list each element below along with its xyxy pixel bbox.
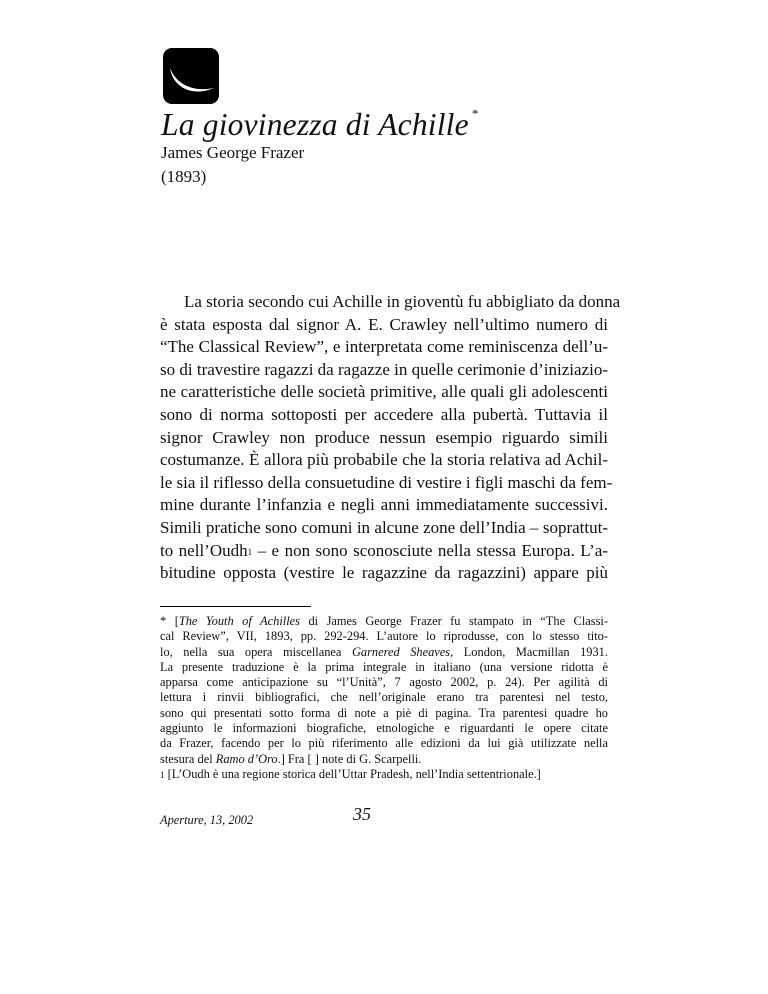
title-note-marker: *: [471, 105, 479, 121]
body-line: sono di norma sottoposti per accedere alla pubertà. Tuttavia il: [160, 404, 608, 424]
footnote-line: apparsa come anticipazione su “l’Unità”, 7 agosto 2002, p. 24). Per agilità di: [160, 675, 608, 690]
author-name: James George Frazer: [161, 143, 305, 162]
body-line: mine durante l’infanzia e negli anni immediatamente successivi.: [160, 495, 608, 515]
journal-logo: [163, 48, 219, 104]
footnote-line: lettura i rinvii bibliografici, che nell’originale erano tra parentesi nel testo,: [160, 690, 608, 705]
note-italic-title: Ramo d’Oro: [215, 751, 278, 766]
publication-year: (1893): [161, 167, 207, 186]
body-text: [160, 291, 621, 585]
note-text: , London, Macmillan 1931.: [450, 644, 608, 659]
body-line: ne caratteristiche delle società primitive, alle quali gli adolescenti: [160, 382, 608, 402]
footnote-line: [160, 645, 608, 660]
note-text: [L’Oudh è una regione storica dell’Uttar Pradesh, nell’India settentrionale.]: [167, 766, 541, 781]
page-number: 35: [353, 804, 371, 824]
footnote-line: cal Review”, VII, 1893, pp. 292-294. L’autore lo riprodusse, con lo stesso tito-: [160, 629, 608, 644]
crescent-logo-icon: [163, 48, 219, 104]
body-line: bitudine opposta (vestire le ragazzine da ragazzini) appare più: [160, 563, 608, 583]
note-text: di James George Frazer fu stampato in “The Classi-: [299, 614, 608, 628]
footnote-line: La presente traduzione è la prima integrale in italiano (una versione ridotta è: [160, 659, 608, 674]
note-text: [: [174, 614, 179, 628]
body-line: le sia il riflesso della consuetudine di vestire i figli maschi da fem-: [160, 472, 613, 492]
note-italic-title: Garnered Sheaves: [351, 644, 451, 659]
body-line: è stata esposta dal signor A. E. Crawley nell’ultimo numero di: [160, 314, 608, 334]
note-text: stesura del: [160, 751, 216, 766]
article-title-text: La giovinezza di Achille: [161, 107, 469, 142]
body-line: costumanze. È allora più probabile che la storia relativa ad Achil-: [160, 450, 608, 470]
note-text: lo, nella sua opera miscellanea: [160, 644, 352, 659]
body-line: Simili pratiche sono comuni in alcune zone dell’India – soprattut-: [160, 517, 608, 537]
footnote-line: sono qui presentati sotto forma di note a piè di pagina. Tra parentesi quadre ho: [160, 705, 608, 720]
body-line-part: to nell’Oudh: [160, 540, 248, 560]
footnote-marker-star: *: [160, 614, 167, 628]
footnote-line: aggiunto le informazioni biografiche, etnologiche e riguardanti le opere citate: [160, 721, 608, 736]
note-text: .] Fra [ ] note di G. Scarpelli.: [277, 751, 422, 766]
body-line: [160, 540, 608, 563]
footnote-divider: [160, 606, 311, 607]
body-line: so di travestire ragazzi da ragazze in quelle cerimonie d’iniziazio-: [160, 359, 608, 379]
note-italic-title: The Youth of Achilles: [178, 614, 300, 628]
body-line: “The Classical Review”, e interpretata come reminiscenza dell’u-: [160, 337, 608, 357]
body-line-part: – e non sono sconosciute nella stessa Europa. L’a-: [257, 540, 608, 560]
body-line: La storia secondo cui Achille in gioventù fu abbigliato da donna: [184, 292, 621, 311]
footnote-line: [160, 767, 608, 782]
journal-citation: Aperture, 13, 2002: [160, 813, 254, 827]
body-line: signor Crawley non produce nessun esempio riguardo simili: [160, 427, 608, 447]
article-title: [161, 107, 479, 143]
footnote-line: [160, 752, 608, 767]
footnote-line: [160, 614, 608, 629]
footnote-marker-1: 1: [160, 769, 165, 780]
footnote-line: da Frazer, facendo per lo più riferimento alle edizioni da lui già utilizzate nella: [160, 736, 608, 751]
footnote-ref-1: 1: [247, 546, 253, 557]
footnotes: [160, 614, 608, 782]
